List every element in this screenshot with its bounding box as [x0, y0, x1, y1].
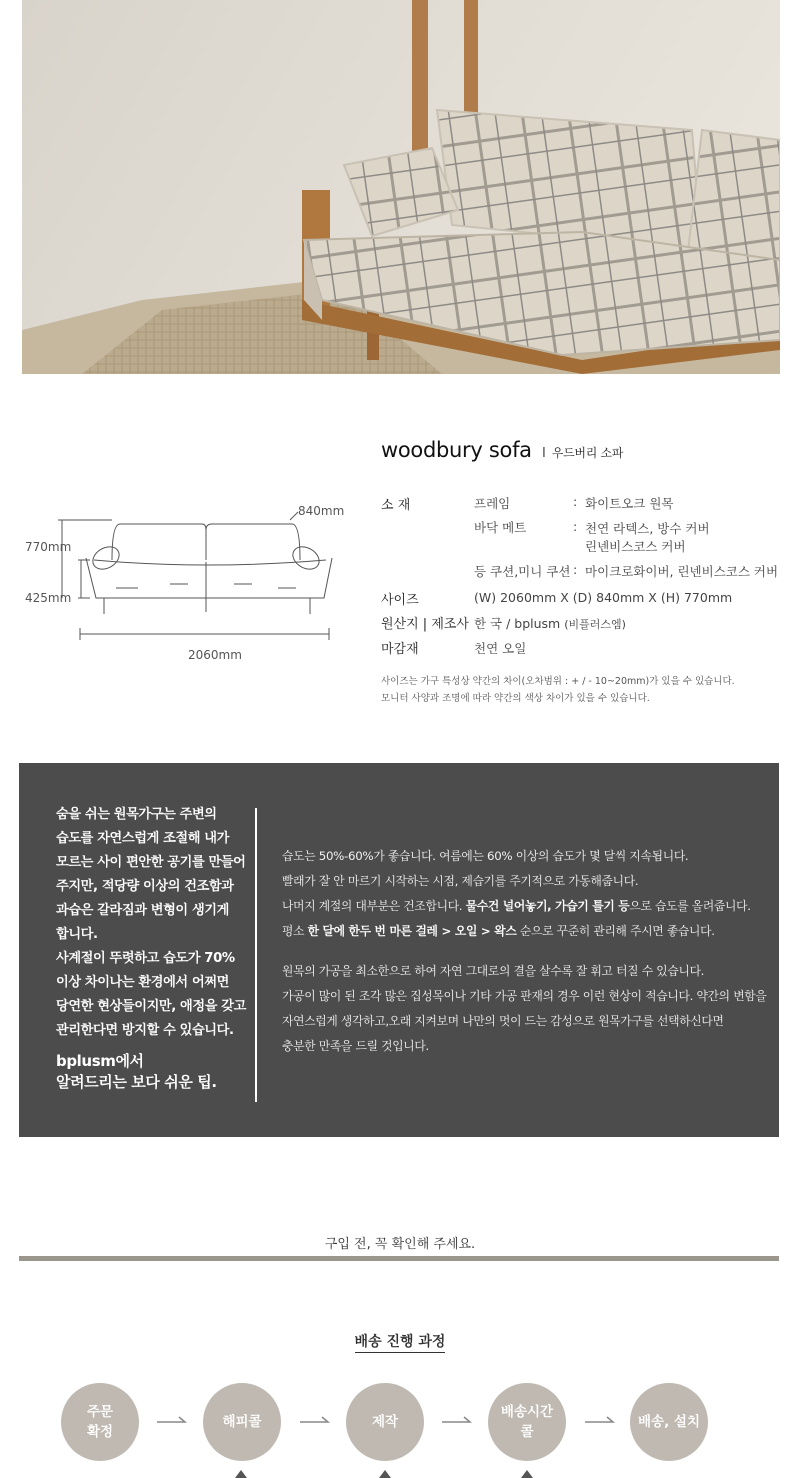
care-tip-text: 빨래가 잘 안 마르기 시작하는 시점, 제습기를 주기적으로 가동해줍니다. [282, 874, 639, 888]
spec-colon: : [573, 519, 578, 534]
product-name-kr: 우드버리 소파 [551, 446, 624, 460]
spec-finish-label: 마감재 [381, 642, 419, 657]
spec-base-value-1: 천연 라텍스, 방수 커버 [585, 521, 710, 536]
spec-colon: : [573, 494, 578, 509]
care-info-box [19, 763, 779, 1137]
arrow-right-icon [155, 1413, 189, 1427]
care-intro-line: 이상 차이나는 환경에서 어쩌면 [56, 975, 229, 990]
arrow-right-icon [440, 1413, 474, 1427]
care-tip-text: 원목의 가공을 최소한으로 하여 자연 그대로의 결을 살수록 잘 휘고 터질 수 있습니다. [282, 964, 705, 978]
spec-cushion-value: 마이크로화이버, 린넨비스코스 커버 [585, 564, 779, 579]
dim-depth: 840mm [298, 504, 345, 518]
care-tip-text: 나머지 계절의 대부분은 건조합니다. 물수건 널어놓기, 가습기 틀기 등으로 습도를 올려줍니다. [282, 899, 751, 913]
title-separator: l [542, 446, 546, 461]
arrow-right-icon [583, 1413, 617, 1427]
spec-origin-main: 한 국 / bplusm [474, 616, 561, 631]
spec-note-size: 사이즈는 가구 특성상 약간의 차이(오차범위 : + / - 10~20mm)가 있을 수 있습니다. [381, 676, 735, 687]
pointer-up-icon [521, 1470, 533, 1478]
spec-material-label: 소 재 [381, 498, 411, 513]
care-intro-line: 합니다. [56, 927, 98, 942]
care-intro-line: 숨을 쉬는 원목가구는 주변의 [56, 807, 217, 822]
spec-cushion-label: 등 쿠션,미니 쿠션 [474, 564, 571, 579]
care-tips [282, 844, 767, 1059]
care-intro-line: 사계절이 뚜렷하고 습도가 70% [56, 951, 235, 966]
care-tip-text: 충분한 만족을 드릴 것입니다. [282, 1039, 429, 1053]
care-intro-line: 습도를 자연스럽게 조절해 내가 [56, 831, 229, 846]
product-photo [22, 0, 780, 374]
dim-width: 2060mm [188, 648, 242, 662]
before-purchase-heading: 구입 전, 꼭 확인해 주세요. [324, 1237, 476, 1252]
care-tip-line: 알려드리는 보다 쉬운 팁. [56, 1073, 217, 1091]
care-intro [56, 803, 246, 1093]
shipping-step-happy-call: 해피콜 [203, 1383, 281, 1461]
care-tip-text: 가공이 많이 된 조각 많은 집성목이나 기타 가공 판재의 경우 이런 현상이 적습니다. 약간의 변함을 [282, 989, 767, 1003]
spec-size-label: 사이즈 [381, 593, 419, 608]
sofa-dimension-diagram [20, 500, 350, 670]
spec-origin-value [474, 614, 626, 632]
pointer-up-icon [379, 1470, 391, 1478]
spec-frame-label: 프레임 [474, 496, 511, 511]
care-intro-line: 모르는 사이 편안한 공기를 만들어 [56, 855, 246, 870]
care-tip-text: 습도는 50%-60%가 좋습니다. 여름에는 60% 이상의 습도가 몇 달씩 지속됩니다. [282, 849, 689, 863]
shipping-step-delivery-call: 배송시간 콜 [488, 1383, 566, 1461]
spec-size-value: (W) 2060mm X (D) 840mm X (H) 770mm [474, 590, 733, 605]
care-tip-line: bplusm에서 [56, 1052, 144, 1070]
care-intro-line: 당연한 현상들이지만, 애정을 갖고 [56, 999, 246, 1014]
product-title [381, 438, 623, 462]
shipping-step-production: 제작 [346, 1383, 424, 1461]
shipping-step-delivery-install: 배송, 설치 [630, 1383, 708, 1461]
info-divider [255, 808, 257, 1102]
care-intro-line: 과습은 갈라짐과 변형이 생기게 [56, 903, 229, 918]
dim-seat-height: 425mm [25, 591, 72, 605]
shipping-process-title: 배송 진행 과정 [0, 1331, 800, 1351]
spec-base-value-2: 린넨비스코스 커버 [585, 539, 686, 554]
spec-base-label: 바닥 메트 [474, 520, 527, 535]
spec-origin-sub: (비플러스엠) [564, 618, 626, 631]
section-divider-bar [19, 1256, 779, 1261]
dim-height: 770mm [25, 540, 72, 554]
care-tip-text: 평소 한 달에 한두 번 마른 걸레 > 오일 > 왁스 순으로 꾸준히 관리해 주시면 좋습니다. [282, 924, 715, 938]
care-tip-heading [56, 1051, 246, 1093]
care-intro-line: 관리한다면 방지할 수 있습니다. [56, 1023, 234, 1038]
shipping-step-order-confirm: 주문 확정 [61, 1383, 139, 1461]
care-intro-line: 주지만, 적당량 이상의 건조함과 [56, 879, 234, 894]
spec-finish-value: 천연 오일 [474, 641, 527, 656]
spec-note-color: 모니터 사양과 조명에 따라 약간의 색상 차이가 있을 수 있습니다. [381, 693, 650, 704]
product-name-en: woodbury sofa [381, 438, 532, 462]
care-tip-text: 자연스럽게 생각하고,오래 지켜보며 나만의 멋이 드는 감성으로 원목가구를 선택하신다면 [282, 1014, 724, 1028]
spec-colon: : [573, 562, 578, 577]
spec-origin-label: 원산지 | 제조사 [381, 617, 469, 632]
pointer-up-icon [235, 1470, 247, 1478]
spec-frame-value: 화이트오크 원목 [585, 496, 674, 511]
arrow-right-icon [298, 1413, 332, 1427]
